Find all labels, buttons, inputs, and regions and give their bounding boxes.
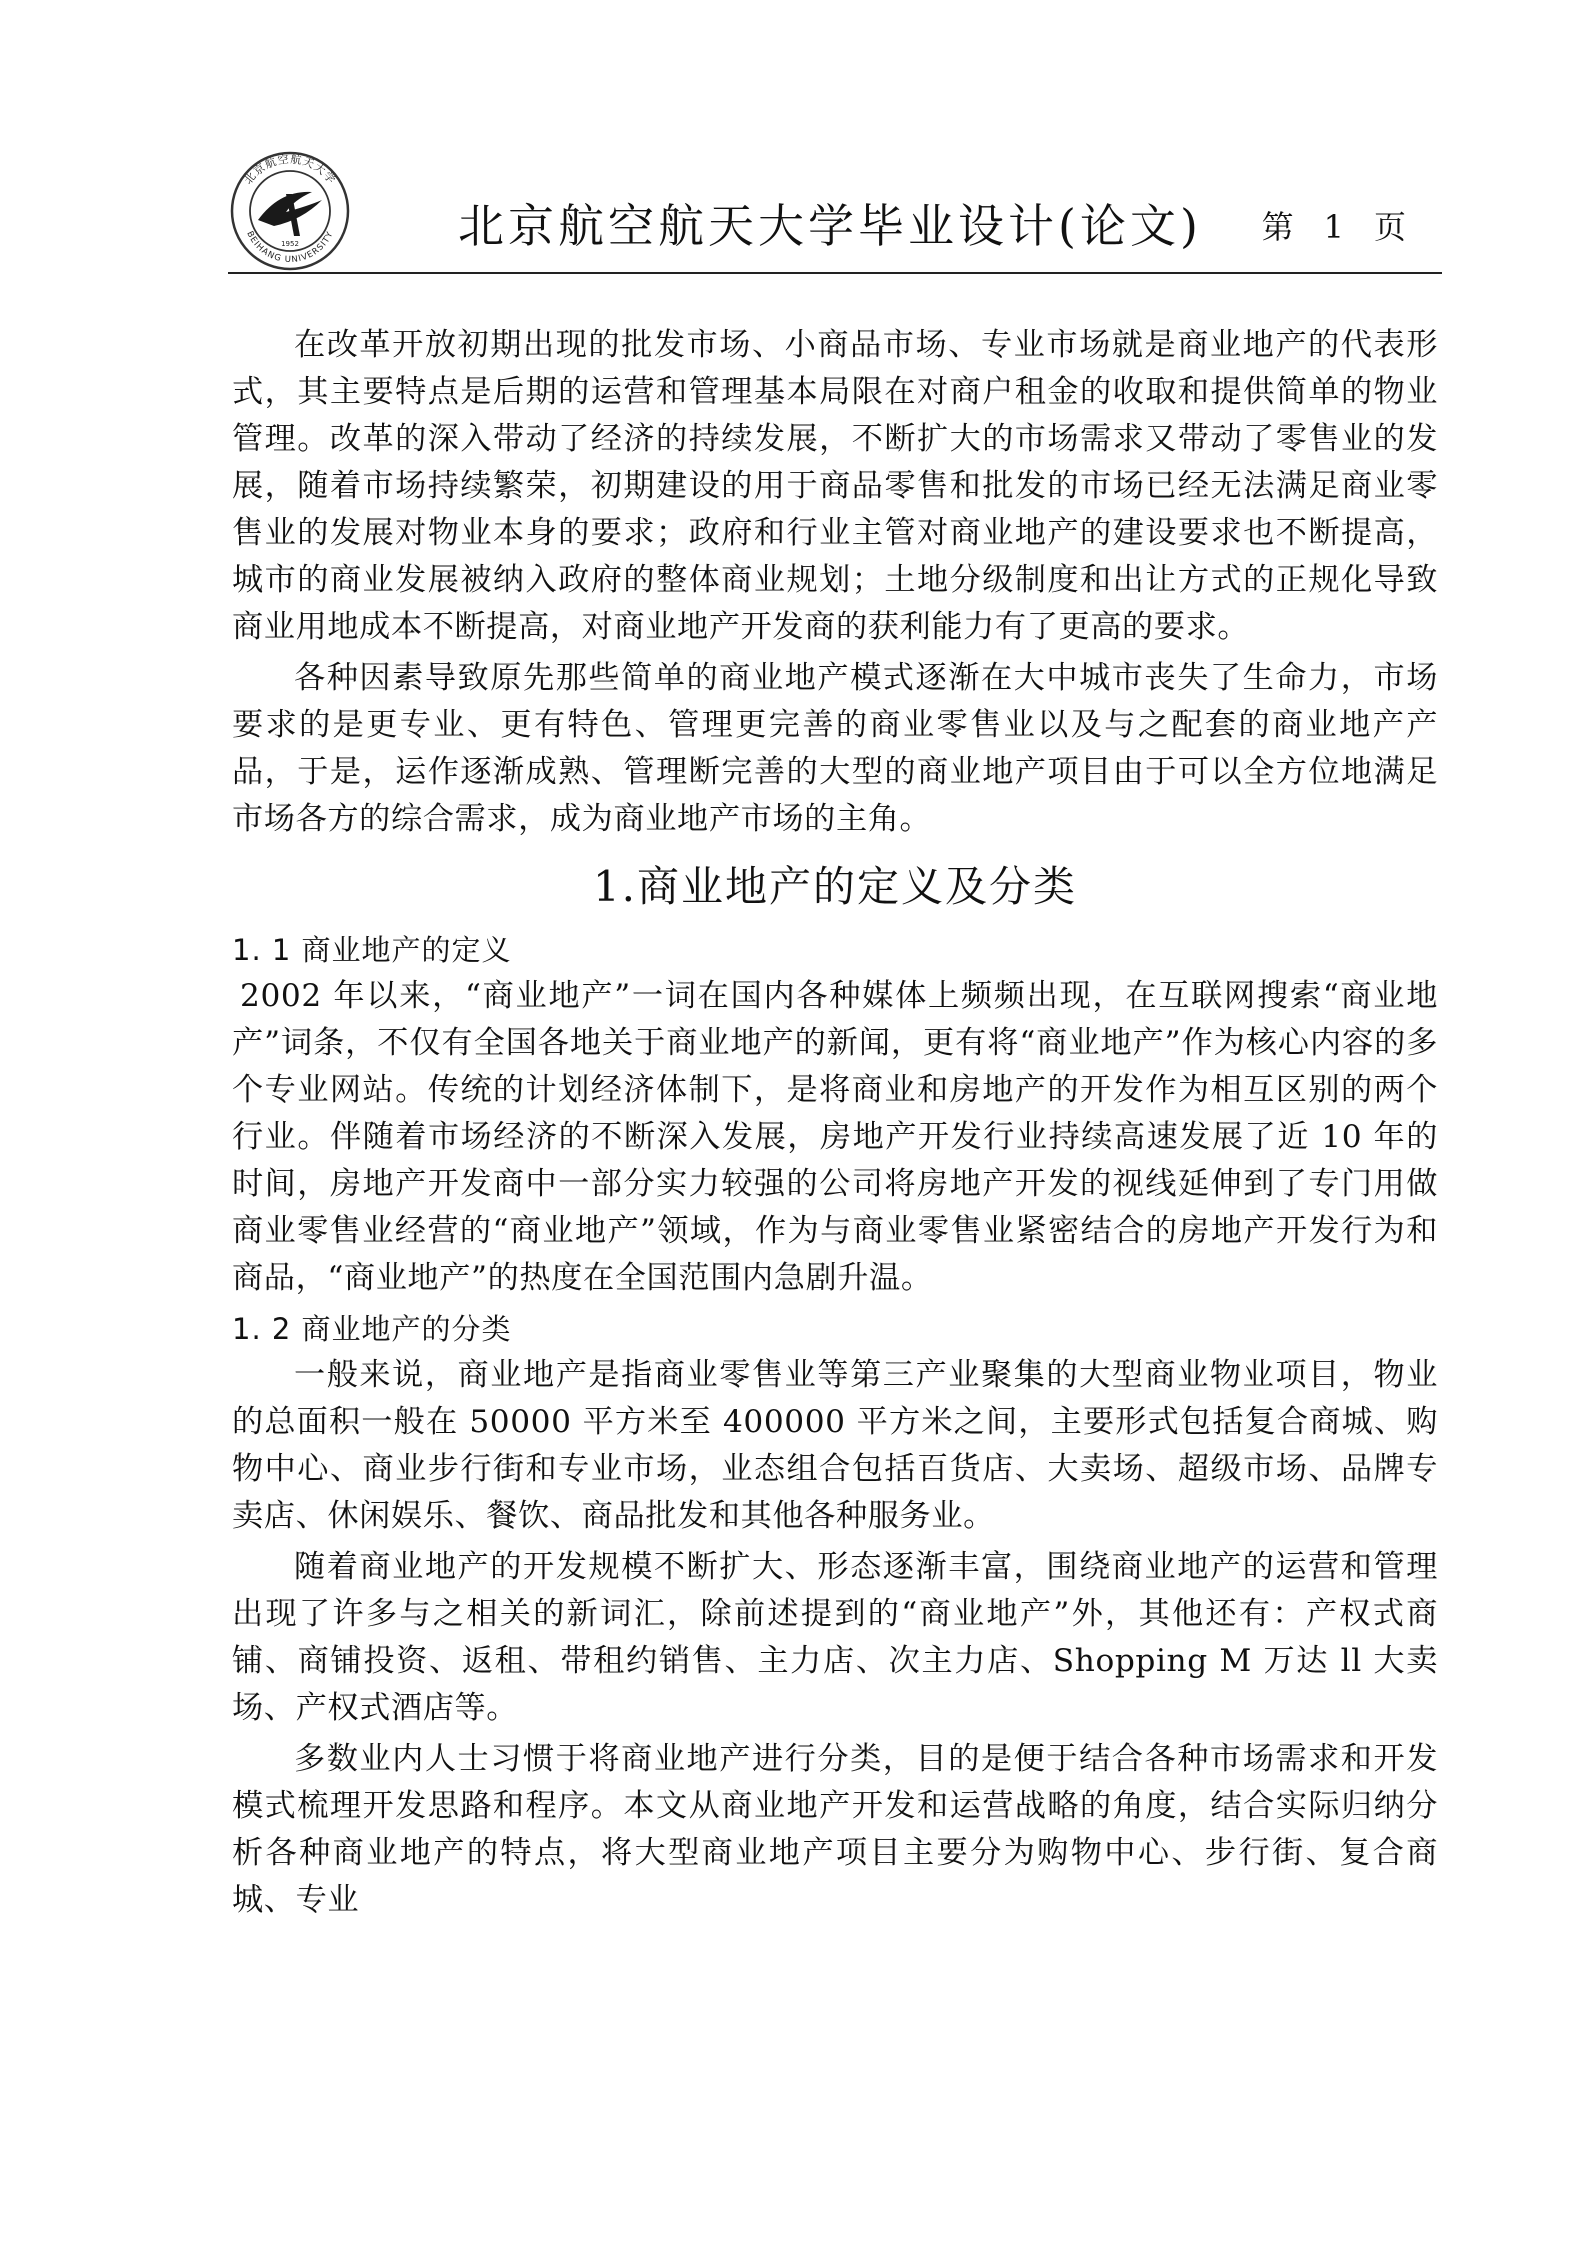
subsection-heading: 1. 2 商业地产的分类 [232,1312,512,1346]
seal-text-top: 北京航空航天大学 [241,152,339,187]
page-number: 1 [1323,208,1346,246]
subsection-heading: 1. 1 商业地产的定义 [232,933,512,967]
paragraph: 各种因素导致原先那些简单的商业地产模式逐渐在大中城市丧失了生命力，市场要求的是更专业、更有特色、管理更完善的商业零售业以及与之配套的商业地产产品，于是，运作逐渐成熟、管理断完善的大型的商业地产项目由于可以全方位地满足市场各方的综合需求，成为商业地产市场的主角。 [232,660,1438,837]
seal-text-bottom: BEIHANG UNIVERSITY [244,229,336,266]
header-title: 北京航空航天大学毕业设计(论文) [458,199,1202,253]
paragraph: 多数业内人士习惯于将商业地产进行分类，目的是便于结合各种市场需求和开发模式梳理开发思路和程序。本文从商业地产开发和运营战略的角度，结合实际归纳分析各种商业地产的特点，将大型商业地产项目主要分为购物中心、步行街、复合商城、专业 [232,1741,1438,1918]
page-number-label [1248,202,1422,248]
svg-text:北京航空航天大学 [242,152,339,187]
paragraph: 随着商业地产的开发规模不断扩大、形态逐渐丰富，围绕商业地产的运营和管理出现了许多与之相关的新词汇，除前述提到的“商业地产”外，其他还有：产权式商铺、商铺投资、返租、带租约销售、主力店、次主力店、Shopping M 万达 ll 大卖场、产权式酒店等。 [232,1549,1438,1726]
paragraph: 在改革开放初期出现的批发市场、小商品市场、专业市场就是商业地产的代表形式，其主要特点是后期的运营和管理基本局限在对商户租金的收取和提供简单的物业管理。改革的深入带动了经济的持续发展，不断扩大的市场需求又带动了零售业的发展，随着市场持续繁荣，初期建设的用于商品零售和批发的市场已经无法满足商业零售业的发展对物业本身的要求；政府和行业主管对商业地产的建设要求也不断提高，城市的商业发展被纳入政府的整体商业规划；土地分级制度和出让方式的正规化导致商业用地成本不断提高，对商业地产开发商的获利能力有了更高的要求。 [232,327,1438,645]
paragraph: 一般来说，商业地产是指商业零售业等第三产业聚集的大型商业物业项目，物业的总面积一般在 50000 平方米至 400000 平方米之间，主要形式包括复合商城、购物中心、商业步行街和专业市场，业态组合包括百货店、大卖场、超级市场、品牌专卖店、休闲娱乐、餐饮、商品批发和其他各种服务业。 [232,1357,1438,1534]
page-prefix: 第 [1261,208,1296,246]
page-header [228,150,1442,272]
header-rule [228,272,1442,274]
university-seal-icon [228,150,352,272]
page-body [232,322,1438,1928]
paragraph: 2002 年以来，“商业地产”一词在国内各种媒体上频频出现，在互联网搜索“商业地产”词条，不仅有全国各地关于商业地产的新闻，更有将“商业地产”作为核心内容的多个专业网站。传统的计划经济体制下，是将商业和房地产的开发作为相互区别的两个行业。伴随着市场经济的不断深入发展，房地产开发行业持续高速发展了近 10 年的时间，房地产开发商中一部分实力较强的公司将房地产开发的视线延伸到了专门用做商业零售业经营的“商业地产”领域，作为与商业零售业紧密结合的房地产开发行为和商品，“商业地产”的热度在全国范围内急剧升温。 [232,978,1438,1296]
section-heading: 1.商业地产的定义及分类 [592,862,1078,911]
seal-year: 1952 [281,240,299,248]
page-suffix: 页 [1373,208,1408,246]
